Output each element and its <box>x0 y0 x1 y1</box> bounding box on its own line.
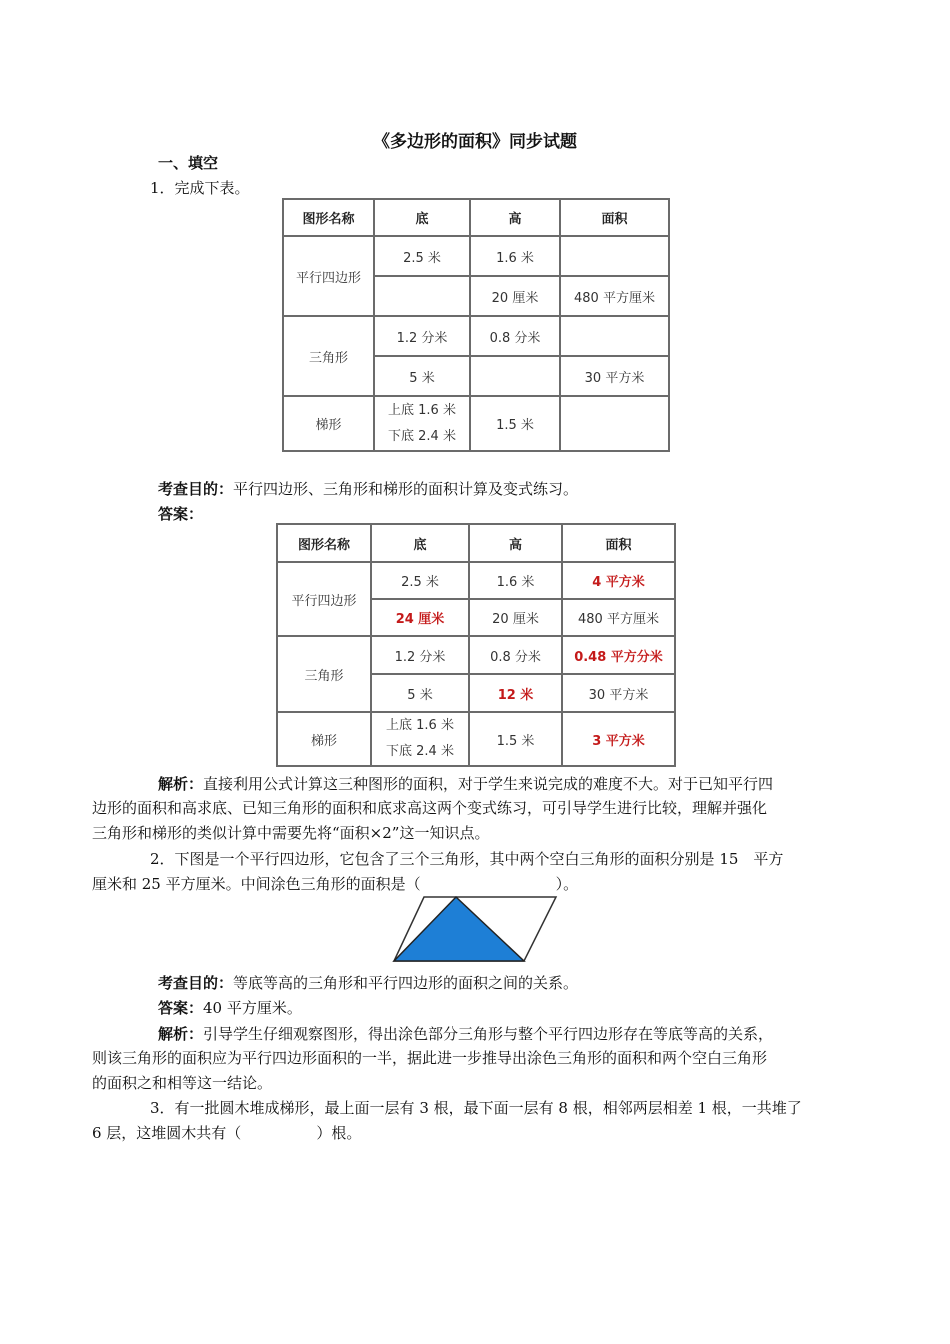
answer-table <box>276 523 676 767</box>
question-3-line: 6 层，这堆圆木共有（ ）根。 <box>92 1124 362 1142</box>
table-cell: 2.5 米 <box>374 236 470 276</box>
trapezoid-bases-cell <box>371 712 469 766</box>
table-cell: 1.6 米 <box>470 236 560 276</box>
analysis-2-label: 解析： <box>158 1025 204 1043</box>
shape-name-cell: 三角形 <box>277 636 371 712</box>
analysis-1-line: 三角形和梯形的类似计算中需要先将“面积×2”这一知识点。 <box>92 824 490 842</box>
header-cell: 底 <box>374 199 470 236</box>
analysis-2-line: 引导学生仔细观察图形，得出涂色部分三角形与整个平行四边形存在等底等高的关系， <box>203 1025 774 1043</box>
section-heading: 一、填空 <box>158 154 219 172</box>
table-cell: 480 平方厘米 <box>560 276 669 316</box>
trapezoid-bases-cell <box>374 396 470 451</box>
trapezoid-bottom-base: 下底 2.4 米 <box>386 744 454 759</box>
table-cell: 0.8 分米 <box>469 636 562 674</box>
table-cell <box>560 236 669 276</box>
question-1-number: 1． <box>150 179 175 197</box>
table-cell <box>470 356 560 396</box>
header-cell: 图形名称 <box>277 524 371 562</box>
analysis-1-label: 解析： <box>158 775 204 793</box>
purpose-2-text: 等底等高的三角形和平行四边形的面积之间的关系。 <box>233 974 579 992</box>
answer-cell: 4 平方米 <box>562 562 675 599</box>
question-3-line: 3．有一批圆木堆成梯形，最上面一层有 3 根，最下面一层有 8 根，相邻两层相差 1 根，一共堆了 <box>150 1099 802 1117</box>
trapezoid-top-base: 上底 1.6 米 <box>386 718 454 733</box>
table-cell <box>560 396 669 451</box>
analysis-1 <box>92 772 860 797</box>
shape-name-cell: 平行四边形 <box>283 236 374 316</box>
table-cell <box>560 316 669 356</box>
header-cell: 面积 <box>562 524 675 562</box>
analysis-2-line: 则该三角形的面积应为平行四边形面积的一半，据此进一步推导出涂色三角形的面积和两个空白三角形 <box>92 1049 768 1067</box>
table-cell: 30 平方米 <box>562 674 675 712</box>
table-cell: 1.5 米 <box>470 396 560 451</box>
answer-cell: 3 平方米 <box>562 712 675 766</box>
analysis-2 <box>92 1022 860 1047</box>
header-cell: 图形名称 <box>283 199 374 236</box>
table-cell: 0.8 分米 <box>470 316 560 356</box>
question-2-line: 2．下图是一个平行四边形，它包含了三个三角形，其中两个空白三角形的面积分别是 15 平方 <box>150 850 784 868</box>
table-cell: 1.2 分米 <box>374 316 470 356</box>
header-cell: 底 <box>371 524 469 562</box>
purpose-1-text: 平行四边形、三角形和梯形的面积计算及变式练习。 <box>233 480 579 498</box>
table-cell: 2.5 米 <box>371 562 469 599</box>
question-table <box>282 198 670 452</box>
answer-cell: 12 米 <box>469 674 562 712</box>
header-cell: 高 <box>470 199 560 236</box>
answer-2 <box>158 997 302 1018</box>
table-cell: 1.2 分米 <box>371 636 469 674</box>
question-1 <box>150 177 250 198</box>
table-cell: 20 厘米 <box>470 276 560 316</box>
page-title: 《多边形的面积》同步试题 <box>373 132 577 152</box>
table-cell: 30 平方米 <box>560 356 669 396</box>
table-cell: 20 厘米 <box>469 599 562 636</box>
header-cell: 面积 <box>560 199 669 236</box>
shape-name-cell: 梯形 <box>277 712 371 766</box>
table-cell: 5 米 <box>374 356 470 396</box>
question-1-text: 完成下表。 <box>174 179 250 197</box>
analysis-2-line: 的面积之和相等这一结论。 <box>92 1074 273 1092</box>
shape-name-cell: 梯形 <box>283 396 374 451</box>
parallelogram-figure <box>390 893 560 965</box>
answer-2-label: 答案： <box>158 999 204 1017</box>
answer-cell: 0.48 平方分米 <box>562 636 675 674</box>
purpose-2-label: 考查目的： <box>158 974 234 992</box>
analysis-1-line: 边形的面积和高求底、已知三角形的面积和底求高这两个变式练习，可引导学生进行比较，理解并强化 <box>92 799 768 817</box>
answer-1-label: 答案： <box>158 505 204 523</box>
answer-cell: 24 厘米 <box>371 599 469 636</box>
table-cell: 1.6 米 <box>469 562 562 599</box>
header-cell: 高 <box>469 524 562 562</box>
table-cell: 480 平方厘米 <box>562 599 675 636</box>
shape-name-cell: 平行四边形 <box>277 562 371 636</box>
shape-name-cell: 三角形 <box>283 316 374 396</box>
answer-2-text: 40 平方厘米。 <box>203 999 302 1017</box>
table-cell: 5 米 <box>371 674 469 712</box>
trapezoid-top-base: 上底 1.6 米 <box>388 402 456 418</box>
question-2-line: 厘米和 25 平方厘米。中间涂色三角形的面积是（ ）。 <box>92 875 579 893</box>
trapezoid-bottom-base: 下底 2.4 米 <box>388 428 456 444</box>
table-cell: 1.5 米 <box>469 712 562 766</box>
table-cell <box>374 276 470 316</box>
purpose-1 <box>158 478 578 499</box>
purpose-1-label: 考查目的： <box>158 480 234 498</box>
purpose-2 <box>158 972 578 993</box>
analysis-1-line: 直接利用公式计算这三种图形的面积，对于学生来说完成的难度不大。对于已知平行四 <box>203 775 774 793</box>
